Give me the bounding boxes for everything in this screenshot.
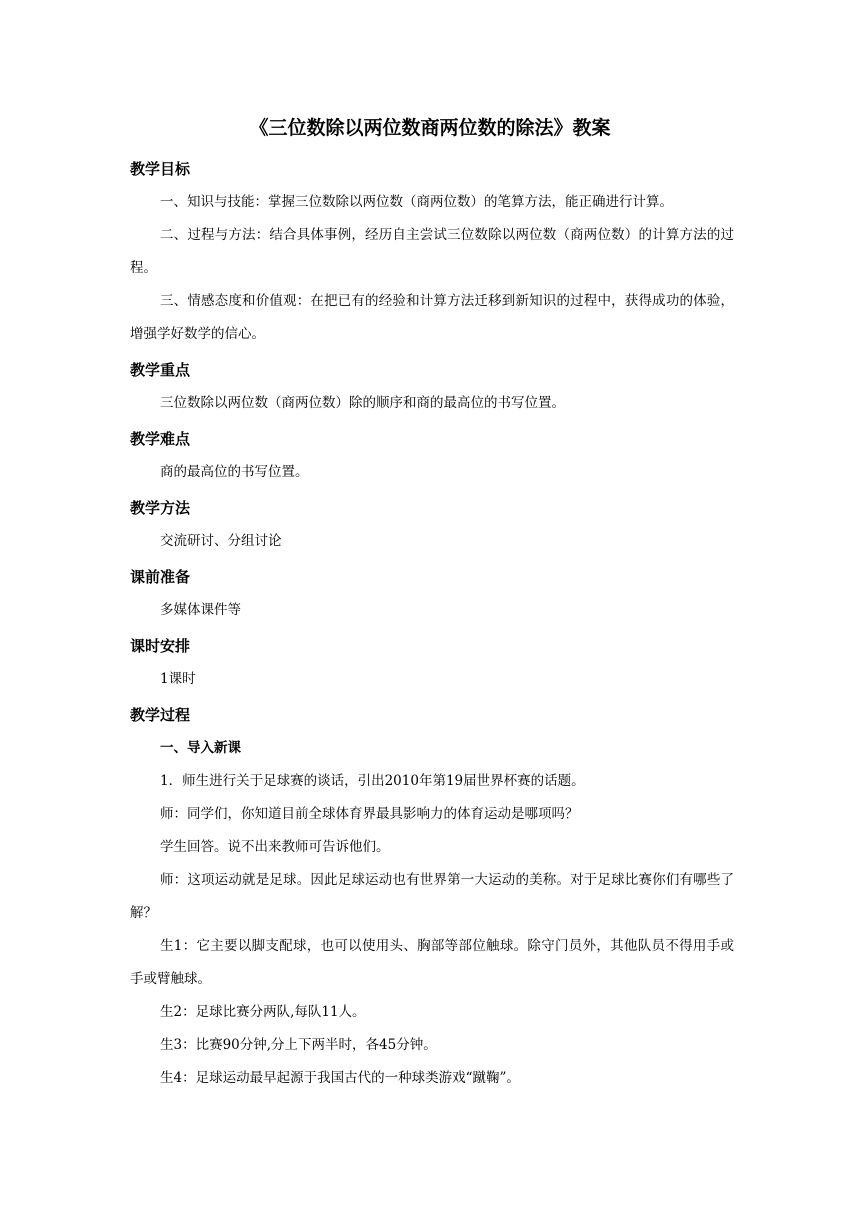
schedule-paragraph: 1课时: [160, 671, 196, 687]
process-subheading-intro: 一、导入新课: [160, 740, 241, 756]
process-paragraph-3: 学生回答。说不出来教师可告诉他们。: [160, 839, 390, 855]
process-paragraph-4: 师：这项运动就是足球。因此足球运动也有世界第一大运动的美称。对于足球比赛你们有哪些了解？: [130, 872, 734, 921]
heading-objectives: 教学目标: [130, 160, 191, 178]
heading-schedule: 课时安排: [130, 637, 191, 655]
heading-preparation: 课前准备: [130, 568, 191, 586]
preparation-paragraph: 多媒体课件等: [160, 602, 241, 618]
process-paragraph-8: 生4：足球运动最早起源于我国古代的一种球类游戏“蹴鞠”。: [160, 1070, 520, 1086]
objective-paragraph-3: 三、情感态度和价值观：在把已有的经验和计算方法迁移到新知识的过程中，获得成功的体验，增强学好数学的信心。: [130, 293, 734, 342]
key-points-paragraph: 三位数除以两位数（商两位数）除的顺序和商的最高位的书写位置。: [160, 395, 565, 411]
methods-paragraph: 交流研讨、分组讨论: [160, 533, 282, 549]
process-paragraph-7: 生3：比赛90分钟,分上下两半时，各45分钟。: [160, 1037, 437, 1053]
process-paragraph-6: 生2：足球比赛分两队,每队11人。: [160, 1004, 366, 1020]
process-paragraph-1: 1．师生进行关于足球赛的谈话，引出2010年第19届世界杯赛的话题。: [160, 773, 585, 789]
objective-paragraph-1: 一、知识与技能：掌握三位数除以两位数（商两位数）的笔算方法，能正确进行计算。: [160, 194, 673, 210]
process-paragraph-2: 师：同学们，你知道目前全球体育界最具影响力的体育运动是哪项吗？: [160, 806, 579, 822]
difficulties-paragraph: 商的最高位的书写位置。: [160, 464, 309, 480]
document-title: 《三位数除以两位数商两位数的除法》教案: [249, 117, 611, 139]
heading-key-points: 教学重点: [130, 361, 191, 379]
heading-methods: 教学方法: [130, 499, 191, 517]
process-paragraph-5: 生1：它主要以脚支配球，也可以使用头、胸部等部位触球。除守门员外，其他队员不得用手或手或臂触球。: [130, 938, 734, 987]
heading-difficulties: 教学难点: [130, 430, 191, 448]
objective-paragraph-2: 二、过程与方法：结合具体事例，经历自主尝试三位数除以两位数（商两位数）的计算方法的过程。: [130, 227, 734, 276]
document-body: [130, 150, 734, 1095]
heading-process: 教学过程: [130, 706, 191, 724]
